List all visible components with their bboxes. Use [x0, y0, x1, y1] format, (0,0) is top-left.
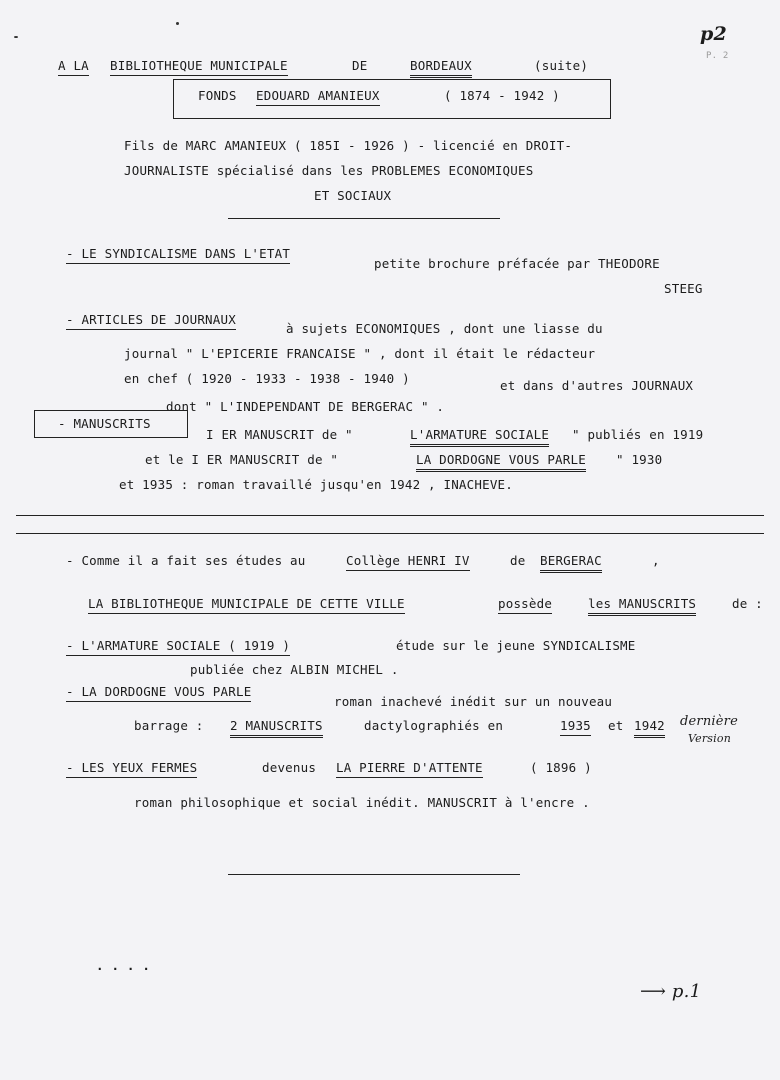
manuscript-dordogne-1942: 1942 — [634, 718, 665, 738]
study-intro-college: Collège HENRI IV — [346, 553, 470, 571]
item-syndicalisme-text-2: STEEG — [664, 281, 703, 296]
footer-dots: . . . . — [96, 958, 151, 973]
speck — [176, 22, 179, 25]
item-articles-line-2: journal " L'EPICERIE FRANCAISE " , dont il était le rédacteur — [124, 346, 596, 361]
item-articles-line-3a: en chef ( 1920 - 1933 - 1938 - 1940 ) — [124, 371, 410, 386]
speck — [14, 36, 18, 38]
bib-cette-ville: LA BIBLIOTHEQUE MUNICIPALE DE CETTE VILLE — [88, 596, 405, 614]
manuscript-yeux-date: ( 1896 ) — [530, 760, 592, 775]
item-articles-text: à sujets ECONOMIQUES , dont une liasse du — [286, 321, 603, 336]
manuscript-armature-text-2: publiée chez ALBIN MICHEL . — [190, 662, 399, 677]
item-articles-line-4: dont " L'INDEPENDANT DE BERGERAC " . — [166, 399, 445, 414]
intro-separator — [228, 218, 500, 219]
item-manuscrits-line-2a: et le I ER MANUSCRIT de " — [145, 452, 339, 467]
intro-line-2: JOURNALISTE spécialisé dans les PROBLEMES ECONOMIQUES — [124, 163, 534, 178]
study-intro-de: de — [510, 553, 526, 568]
header-de: DE — [352, 58, 368, 73]
study-intro-bergerac: BERGERAC — [540, 553, 602, 573]
manuscript-dordogne-line-2a: barrage : — [134, 718, 204, 733]
manuscript-yeux-devenus: devenus — [262, 760, 317, 775]
manuscript-dordogne-label: - LA DORDOGNE VOUS PARLE — [66, 684, 251, 702]
manuscript-yeux-text: roman philosophique et social inédit. MANUSCRIT à l'encre . — [134, 795, 590, 810]
item-manuscrits-armature: L'ARMATURE SOCIALE — [410, 427, 549, 447]
manuscript-dordogne-line-2c: dactylographiés en — [364, 718, 504, 733]
manuscript-dordogne-2-manuscrits: 2 MANUSCRITS — [230, 718, 323, 738]
item-syndicalisme-label: - LE SYNDICALISME DANS L'ETAT — [66, 246, 290, 264]
item-manuscrits-line-1a: I ER MANUSCRIT de " — [206, 427, 353, 442]
section-divider-2 — [16, 533, 764, 534]
bib-manuscrits: les MANUSCRITS — [588, 596, 696, 616]
item-manuscrits-line-1c: " publiés en 1919 — [572, 427, 704, 442]
next-page-handwritten: ⟶ p.1 — [640, 981, 702, 1002]
section-divider-1 — [16, 515, 764, 516]
manuscript-armature-label: - L'ARMATURE SOCIALE ( 1919 ) — [66, 638, 290, 656]
header-dates: ( 1874 - 1942 ) — [444, 88, 560, 103]
study-intro-comma: , — [652, 553, 660, 568]
manuscript-yeux-label: - LES YEUX FERMES — [66, 760, 197, 778]
header-a-la: A LA — [58, 58, 89, 76]
intro-line-1: Fils de MARC AMANIEUX ( 185I - 1926 ) - licencié en DROIT- — [124, 138, 573, 153]
manuscript-dordogne-text: roman inachevé inédit sur un nouveau — [334, 694, 613, 709]
item-manuscrits-dordogne: LA DORDOGNE VOUS PARLE — [416, 452, 586, 472]
handwritten-note-version: Version — [688, 732, 731, 745]
closing-separator — [228, 874, 520, 875]
header-city: BORDEAUX — [410, 58, 472, 78]
study-intro-a: - Comme il a fait ses études au — [66, 553, 306, 568]
manuscript-armature-text: étude sur le jeune SYNDICALISME — [396, 638, 636, 653]
manuscript-dordogne-1935: 1935 — [560, 718, 591, 736]
item-manuscrits-line-2c: " 1930 — [616, 452, 663, 467]
header-fonds: FONDS — [198, 88, 237, 103]
bib-possede: possède — [498, 596, 552, 614]
item-articles-label: - ARTICLES DE JOURNAUX — [66, 312, 236, 330]
header-bibliotheque: BIBLIOTHEQUE MUNICIPALE — [110, 58, 288, 76]
page-mark-faint: P. 2 — [706, 51, 729, 61]
item-manuscrits-line-3: et 1935 : roman travaillé jusqu'en 1942 , INACHEVE. — [119, 477, 514, 492]
intro-line-3: ET SOCIAUX — [314, 188, 392, 203]
handwritten-note-derniere: dernière — [680, 714, 738, 729]
page-mark-handwritten: p2 — [700, 23, 727, 45]
header-name: EDOUARD AMANIEUX — [256, 88, 380, 106]
item-articles-line-3b: et dans d'autres JOURNAUX — [500, 378, 694, 393]
item-syndicalisme-text: petite brochure préfacée par THEODORE — [374, 256, 660, 271]
manuscript-yeux-pierre: LA PIERRE D'ATTENTE — [336, 760, 483, 778]
bib-de: de : — [732, 596, 763, 611]
header-suite: (suite) — [534, 58, 589, 73]
manuscript-dordogne-et: et — [608, 718, 624, 733]
item-manuscrits-label: - MANUSCRITS — [58, 416, 151, 431]
